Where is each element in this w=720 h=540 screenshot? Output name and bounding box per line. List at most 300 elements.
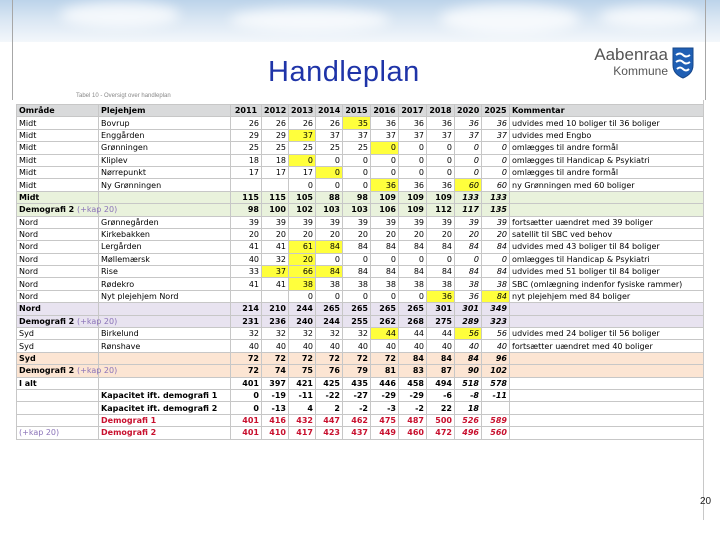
- table-row: [17, 303, 704, 315]
- table-cell: [371, 303, 399, 315]
- table-cell: [316, 266, 343, 278]
- table-row: [17, 204, 704, 216]
- cell-text: 26: [248, 118, 259, 128]
- table-cell: [455, 427, 482, 439]
- cell-text: 81: [384, 366, 396, 376]
- cell-text: omlægges til andre formål: [512, 143, 619, 153]
- cell-text: 133: [490, 192, 507, 202]
- table-cell: [231, 303, 262, 315]
- table-cell: [316, 315, 343, 327]
- table-row: [17, 414, 704, 426]
- table-cell: [510, 253, 704, 265]
- table-cell: [510, 204, 704, 216]
- table-cell: [289, 228, 316, 240]
- cell-text: 18: [248, 155, 259, 165]
- table-cell: [316, 117, 343, 129]
- table-cell: [343, 179, 371, 191]
- cell-text: fortsætter uændret med 39 boliger: [512, 217, 653, 227]
- table-cell: [399, 241, 427, 253]
- cell-text: 39: [496, 217, 507, 227]
- table-cell: [427, 303, 455, 315]
- table-cell: [316, 142, 343, 154]
- table-cell: [289, 154, 316, 166]
- table-cell: [427, 204, 455, 216]
- table-cell: [399, 179, 427, 191]
- column-header: 2011: [231, 105, 262, 117]
- cell-text: 0: [501, 168, 507, 178]
- cell-text: 61: [302, 242, 313, 252]
- table-cell: [399, 352, 427, 364]
- table-cell: [289, 377, 316, 389]
- cell-text: 0: [501, 143, 507, 153]
- cell-text: 0: [473, 168, 479, 178]
- table-cell: [455, 414, 482, 426]
- table-cell: [399, 191, 427, 203]
- cell-text: 87: [440, 366, 452, 376]
- cell-text: 25: [248, 143, 259, 153]
- table-cell: [316, 241, 343, 253]
- table-cell: [316, 377, 343, 389]
- table-cell: [99, 427, 231, 439]
- cell-text: 20: [329, 230, 340, 240]
- table-cell: [262, 352, 289, 364]
- cell-text: udvides med 10 boliger til 36 boliger: [512, 118, 660, 128]
- table-cell: [99, 228, 231, 240]
- cell-text: 20: [302, 230, 313, 240]
- cell-text: 0: [390, 168, 396, 178]
- cell-text: Midt: [19, 130, 37, 140]
- cell-text: 40: [248, 341, 259, 351]
- table-cell: [510, 154, 704, 166]
- table-cell: [289, 204, 316, 216]
- cell-text: 500: [435, 415, 452, 425]
- cell-text: 0: [390, 143, 396, 153]
- cell-text: 36: [413, 118, 424, 128]
- cell-text: Nord: [19, 242, 39, 252]
- table-cell: [343, 253, 371, 265]
- column-header: Område: [17, 105, 99, 117]
- cell-text: 401: [242, 415, 259, 425]
- table-cell: [17, 179, 99, 191]
- cell-text: 96: [495, 354, 507, 363]
- table-cell: [343, 228, 371, 240]
- table-cell: [262, 365, 289, 377]
- cell-text: 39: [385, 217, 396, 227]
- cell-text: Demografi 2: [19, 205, 75, 215]
- table-cell: [455, 204, 482, 216]
- table-row: [17, 129, 704, 141]
- table-row: [17, 340, 704, 352]
- cell-text: fortsætter uændret med 40 boliger: [512, 341, 653, 351]
- cell-text: 0: [418, 168, 424, 178]
- cell-text: -29: [409, 391, 424, 401]
- table-header-row: [17, 105, 704, 117]
- cell-text: -11: [298, 391, 313, 401]
- table-cell: [427, 328, 455, 340]
- cell-text: 589: [490, 415, 507, 425]
- table-cell: [510, 191, 704, 203]
- table-cell: [316, 216, 343, 228]
- table-cell: [17, 253, 99, 265]
- table-cell: [343, 204, 371, 216]
- cell-text: Syd: [19, 354, 36, 363]
- table-cell: [17, 303, 99, 315]
- table-cell: [99, 154, 231, 166]
- cell-text: 17: [248, 168, 259, 178]
- table-cell: [231, 402, 262, 414]
- table-cell: [510, 303, 704, 315]
- table-cell: [371, 328, 399, 340]
- cell-text: 301: [435, 304, 452, 314]
- table-cell: [289, 389, 316, 401]
- cell-text: 0: [390, 292, 396, 302]
- cell-text: -2: [415, 403, 424, 413]
- cell-text: Nyt plejehjem Nord: [101, 292, 179, 302]
- table-cell: [262, 290, 289, 302]
- cell-text: 38: [468, 279, 479, 289]
- table-cell: [316, 253, 343, 265]
- table-cell: [17, 241, 99, 253]
- table-cell: [455, 340, 482, 352]
- table-row: [17, 179, 704, 191]
- cell-text: 84: [329, 242, 340, 252]
- table-cell: [262, 303, 289, 315]
- cell-text: 20: [302, 254, 313, 264]
- cell-text: 18: [467, 403, 479, 413]
- table-cell: [17, 117, 99, 129]
- table-cell: [399, 142, 427, 154]
- cell-text: 0: [334, 168, 340, 178]
- table-cell: [262, 266, 289, 278]
- cell-text: 72: [274, 354, 286, 363]
- cell-text: 41: [248, 242, 259, 252]
- table-cell: [427, 154, 455, 166]
- table-cell: [510, 129, 704, 141]
- table-cell: [427, 216, 455, 228]
- table-cell: [399, 266, 427, 278]
- table-cell: [482, 290, 510, 302]
- table-cell: [262, 216, 289, 228]
- table-cell: [17, 427, 99, 439]
- cell-text: 40: [357, 341, 368, 351]
- table-cell: [262, 166, 289, 178]
- cell-text: 0: [501, 155, 507, 165]
- table-cell: [399, 402, 427, 414]
- cell-text: Demografi 1: [101, 415, 157, 425]
- cell-text: 301: [462, 304, 479, 314]
- column-header: 2017: [399, 105, 427, 117]
- cell-text: 37: [441, 130, 452, 140]
- cell-text: 84: [412, 354, 424, 363]
- cell-text: 40: [441, 341, 452, 351]
- table-cell: [231, 228, 262, 240]
- cell-text: 32: [357, 329, 368, 339]
- table-cell: [262, 241, 289, 253]
- cell-text: 32: [302, 329, 313, 339]
- table-cell: [399, 228, 427, 240]
- table-cell: [17, 191, 99, 203]
- cell-text: 255: [351, 316, 368, 326]
- cell-text: Rise: [101, 267, 118, 277]
- cell-text: 84: [385, 242, 396, 252]
- logo-line-2: Kommune: [613, 64, 668, 78]
- cell-text: 0: [418, 292, 424, 302]
- table-cell: [427, 427, 455, 439]
- table-cell: [262, 315, 289, 327]
- cell-text: satellit til SBC ved behov: [512, 230, 613, 240]
- cell-text: 102: [490, 366, 507, 376]
- table-cell: [316, 389, 343, 401]
- cell-text: 472: [435, 428, 452, 438]
- cell-text: Syd: [19, 329, 34, 339]
- cell-text: 265: [323, 304, 340, 314]
- cell-text: 460: [407, 428, 424, 438]
- cell-text: 76: [328, 366, 340, 376]
- cell-text: 36: [468, 292, 479, 302]
- table-cell: [427, 253, 455, 265]
- table-cell: [99, 290, 231, 302]
- handleplan-table-container: [16, 93, 704, 440]
- cell-text: -2: [359, 403, 368, 413]
- table-cell: [231, 266, 262, 278]
- cell-text: 231: [242, 316, 259, 326]
- table-cell: [231, 377, 262, 389]
- table-cell: [371, 427, 399, 439]
- cell-text: 84: [357, 242, 368, 252]
- table-cell: [316, 191, 343, 203]
- cell-text: Demografi 2: [19, 316, 75, 326]
- table-cell: [482, 204, 510, 216]
- table-cell: [455, 228, 482, 240]
- table-cell: [316, 414, 343, 426]
- cell-text: 425: [323, 378, 340, 388]
- cell-text: 423: [323, 428, 340, 438]
- cell-text: Ny Grønningen: [101, 180, 162, 190]
- column-header: Plejehjem: [99, 105, 231, 117]
- table-cell: [289, 241, 316, 253]
- table-cell: [343, 377, 371, 389]
- cell-text: 40: [248, 254, 259, 264]
- cell-text: 103: [351, 205, 368, 215]
- table-cell: [427, 377, 455, 389]
- cell-text: 105: [296, 192, 313, 202]
- column-header: 2013: [289, 105, 316, 117]
- table-cell: [262, 402, 289, 414]
- cell-text: -19: [271, 391, 286, 401]
- cell-text: 210: [269, 304, 286, 314]
- logo-line-1: Aabenraa: [594, 45, 668, 64]
- cell-text: 36: [441, 180, 452, 190]
- table-cell: [343, 365, 371, 377]
- cell-text: 401: [242, 428, 259, 438]
- table-cell: [427, 352, 455, 364]
- table-cell: [289, 315, 316, 327]
- cell-text: 29: [275, 130, 286, 140]
- cell-text: 437: [351, 428, 368, 438]
- handleplan-table: [16, 104, 704, 440]
- table-cell: [231, 154, 262, 166]
- table-cell: [343, 278, 371, 290]
- cell-text: 100: [269, 205, 286, 215]
- table-cell: [343, 191, 371, 203]
- cell-text: 20: [496, 230, 507, 240]
- table-cell: [455, 365, 482, 377]
- cell-text: Enggården: [101, 130, 145, 140]
- table-cell: [427, 191, 455, 203]
- table-cell: [399, 154, 427, 166]
- table-cell: [343, 315, 371, 327]
- cell-text: I alt: [19, 378, 37, 388]
- cell-text: 0: [473, 143, 479, 153]
- cell-text: Kapacitet ift. demografi 2: [101, 403, 218, 413]
- cell-text: -3: [387, 403, 396, 413]
- table-cell: [99, 129, 231, 141]
- cell-text: 102: [296, 205, 313, 215]
- cell-text: 106: [379, 205, 396, 215]
- table-cell: [231, 340, 262, 352]
- table-row: [17, 228, 704, 240]
- table-cell: [343, 290, 371, 302]
- cell-text: -27: [353, 391, 368, 401]
- cell-text: 32: [275, 254, 286, 264]
- table-cell: [399, 328, 427, 340]
- cell-text: 60: [496, 180, 507, 190]
- table-cell: [510, 377, 704, 389]
- table-cell: [455, 402, 482, 414]
- cell-text: 0: [253, 403, 259, 413]
- cell-text: 432: [296, 415, 313, 425]
- cell-text: 83: [412, 366, 424, 376]
- table-cell: [371, 278, 399, 290]
- table-row: [17, 290, 704, 302]
- table-cell: [343, 303, 371, 315]
- cell-text: 72: [384, 354, 396, 363]
- table-cell: [289, 290, 316, 302]
- cell-text: 39: [357, 217, 368, 227]
- cell-text: 25: [275, 143, 286, 153]
- cell-text: 39: [275, 217, 286, 227]
- table-cell: [262, 278, 289, 290]
- table-cell: [316, 204, 343, 216]
- table-row: [17, 377, 704, 389]
- table-cell: [262, 142, 289, 154]
- cell-text: 458: [407, 378, 424, 388]
- cell-text: 84: [413, 267, 424, 277]
- table-cell: [289, 427, 316, 439]
- cell-text: Nord: [19, 292, 39, 302]
- table-cell: [99, 365, 231, 377]
- table-cell: [482, 328, 510, 340]
- table-cell: [482, 402, 510, 414]
- cell-text: 0: [446, 155, 452, 165]
- cell-text: -22: [325, 391, 340, 401]
- cell-text: 0: [501, 254, 507, 264]
- table-cell: [371, 129, 399, 141]
- table-cell: [262, 340, 289, 352]
- cell-text: 40: [329, 341, 340, 351]
- column-header: 2018: [427, 105, 455, 117]
- table-cell: [482, 129, 510, 141]
- cell-text: 17: [275, 168, 286, 178]
- table-row: [17, 402, 704, 414]
- cell-text: 38: [357, 279, 368, 289]
- cell-text: 84: [357, 267, 368, 277]
- table-caption: Tabel 10 - Oversigt over handleplan: [76, 93, 171, 99]
- table-cell: [231, 129, 262, 141]
- cell-text: 0: [446, 254, 452, 264]
- cell-text: Rønshave: [101, 341, 141, 351]
- cell-text: SBC (omlægning indenfor fysiske rammer): [512, 279, 683, 289]
- cell-text: 56: [496, 329, 507, 339]
- cell-text: 410: [269, 428, 286, 438]
- cell-text: 115: [242, 192, 259, 202]
- table-cell: [399, 340, 427, 352]
- table-cell: [316, 166, 343, 178]
- table-cell: [482, 142, 510, 154]
- table-cell: [17, 389, 99, 401]
- table-cell: [427, 315, 455, 327]
- table-cell: [17, 328, 99, 340]
- cell-text: 33: [248, 267, 259, 277]
- cell-text: 25: [302, 143, 313, 153]
- table-cell: [17, 365, 118, 377]
- cell-text: 40: [275, 341, 286, 351]
- cell-text: 37: [357, 130, 368, 140]
- table-cell: [371, 142, 399, 154]
- cell-text: ny Grønningen med 60 boliger: [512, 180, 635, 190]
- cell-text: 17: [302, 168, 313, 178]
- cell-text: Midt: [19, 155, 37, 165]
- table-cell: [99, 340, 231, 352]
- cell-text: 109: [435, 192, 452, 202]
- cell-text: 0: [418, 155, 424, 165]
- cell-text: 22: [440, 403, 452, 413]
- table-cell: [455, 290, 482, 302]
- cell-text: 268: [407, 316, 424, 326]
- municipality-logo: [584, 46, 668, 77]
- table-cell: [482, 352, 510, 364]
- table-cell: [399, 278, 427, 290]
- slide-title: Handleplan: [268, 56, 420, 88]
- cell-text: udvides med 24 boliger til 56 boliger: [512, 329, 660, 339]
- table-cell: [510, 278, 704, 290]
- cell-text: 117: [462, 205, 479, 215]
- cell-text: Midt: [19, 118, 37, 128]
- table-cell: [343, 216, 371, 228]
- cell-text: 0: [362, 155, 368, 165]
- table-cell: [510, 315, 704, 327]
- table-cell: [231, 365, 262, 377]
- cell-text: -8: [470, 391, 479, 401]
- cell-text: 84: [440, 354, 452, 363]
- cell-text: 496: [462, 428, 479, 438]
- cell-text: 84: [441, 267, 452, 277]
- cell-text: 72: [247, 366, 259, 376]
- table-cell: [17, 204, 118, 216]
- cell-text: 0: [307, 155, 313, 165]
- column-header: Kommentar: [510, 105, 704, 117]
- table-row: [17, 352, 704, 364]
- table-cell: [316, 427, 343, 439]
- cell-text: 37: [413, 130, 424, 140]
- table-cell: [262, 129, 289, 141]
- table-cell: [399, 377, 427, 389]
- table-cell: [231, 166, 262, 178]
- table-cell: [99, 241, 231, 253]
- cell-text: 39: [413, 217, 424, 227]
- cell-text: 262: [379, 316, 396, 326]
- cell-text: 36: [385, 180, 396, 190]
